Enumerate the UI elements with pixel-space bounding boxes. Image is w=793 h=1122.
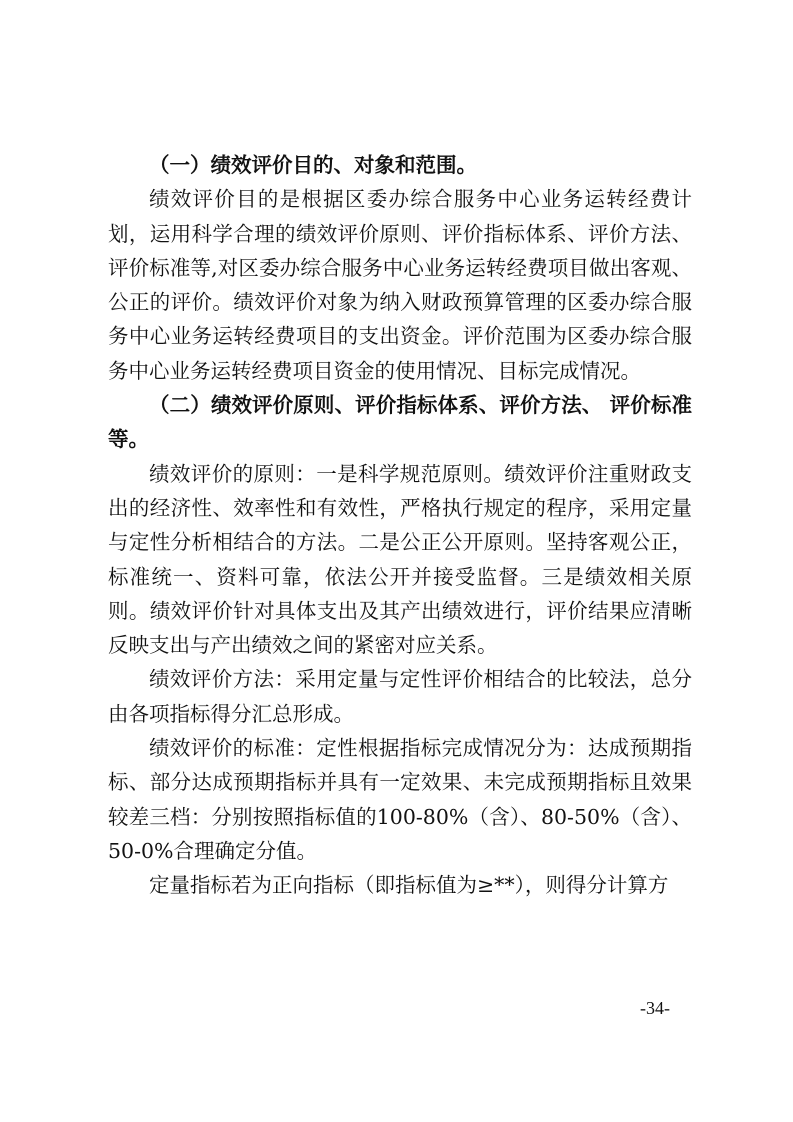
document-body [108, 148, 692, 903]
page-number: -34- [640, 998, 670, 1018]
paragraph-quantitative: 定量指标若为正向指标（即指标值为≥**），则得分计算方 [149, 873, 669, 898]
section-heading-principles: （二）绩效评价原则、评价指标体系、评价方法、 评价标准等。 [108, 393, 692, 452]
paragraph-purpose: 绩效评价目的是根据区委办综合服务中心业务运转经费计划，运用科学合理的绩效评价原则、评价指标体系、评价方法、评价标准等,对区委办综合服务中心业务运转经费项目做出客观、公正的评价。绩效评价对象为纳入财政预算管理的区委办综合服务中心业务运转经费项目的支出资金。评价范围为区委办综合服务中心业务运转经费项目资金的使用情况、目标完成情况。 [108, 187, 692, 383]
paragraph-method: 绩效评价方法：采用定量与定性评价相结合的比较法，总分由各项指标得分汇总形成。 [108, 667, 692, 726]
paragraph-standard: 绩效评价的标准：定性根据指标完成情况分为：达成预期指标、部分达成预期指标并具有一定效果、未完成预期指标且效果较差三档：分别按照指标值的100-80%（含）、80-50%（含）、50-0%合理确定分值。 [108, 736, 692, 863]
section-heading-purpose: （一）绩效评价目的、对象和范围。 [149, 153, 477, 177]
paragraph-principles: 绩效评价的原则：一是科学规范原则。绩效评价注重财政支出的经济性、效率性和有效性，严格执行规定的程序，采用定量与定性分析相结合的方法。二是公正公开原则。坚持客观公正，标准统一、资料可靠，依法公开并接受监督。三是绩效相关原则。绩效评价针对具体支出及其产出绩效进行，评价结果应清晰反映支出与产出绩效之间的紧密对应关系。 [108, 461, 692, 658]
